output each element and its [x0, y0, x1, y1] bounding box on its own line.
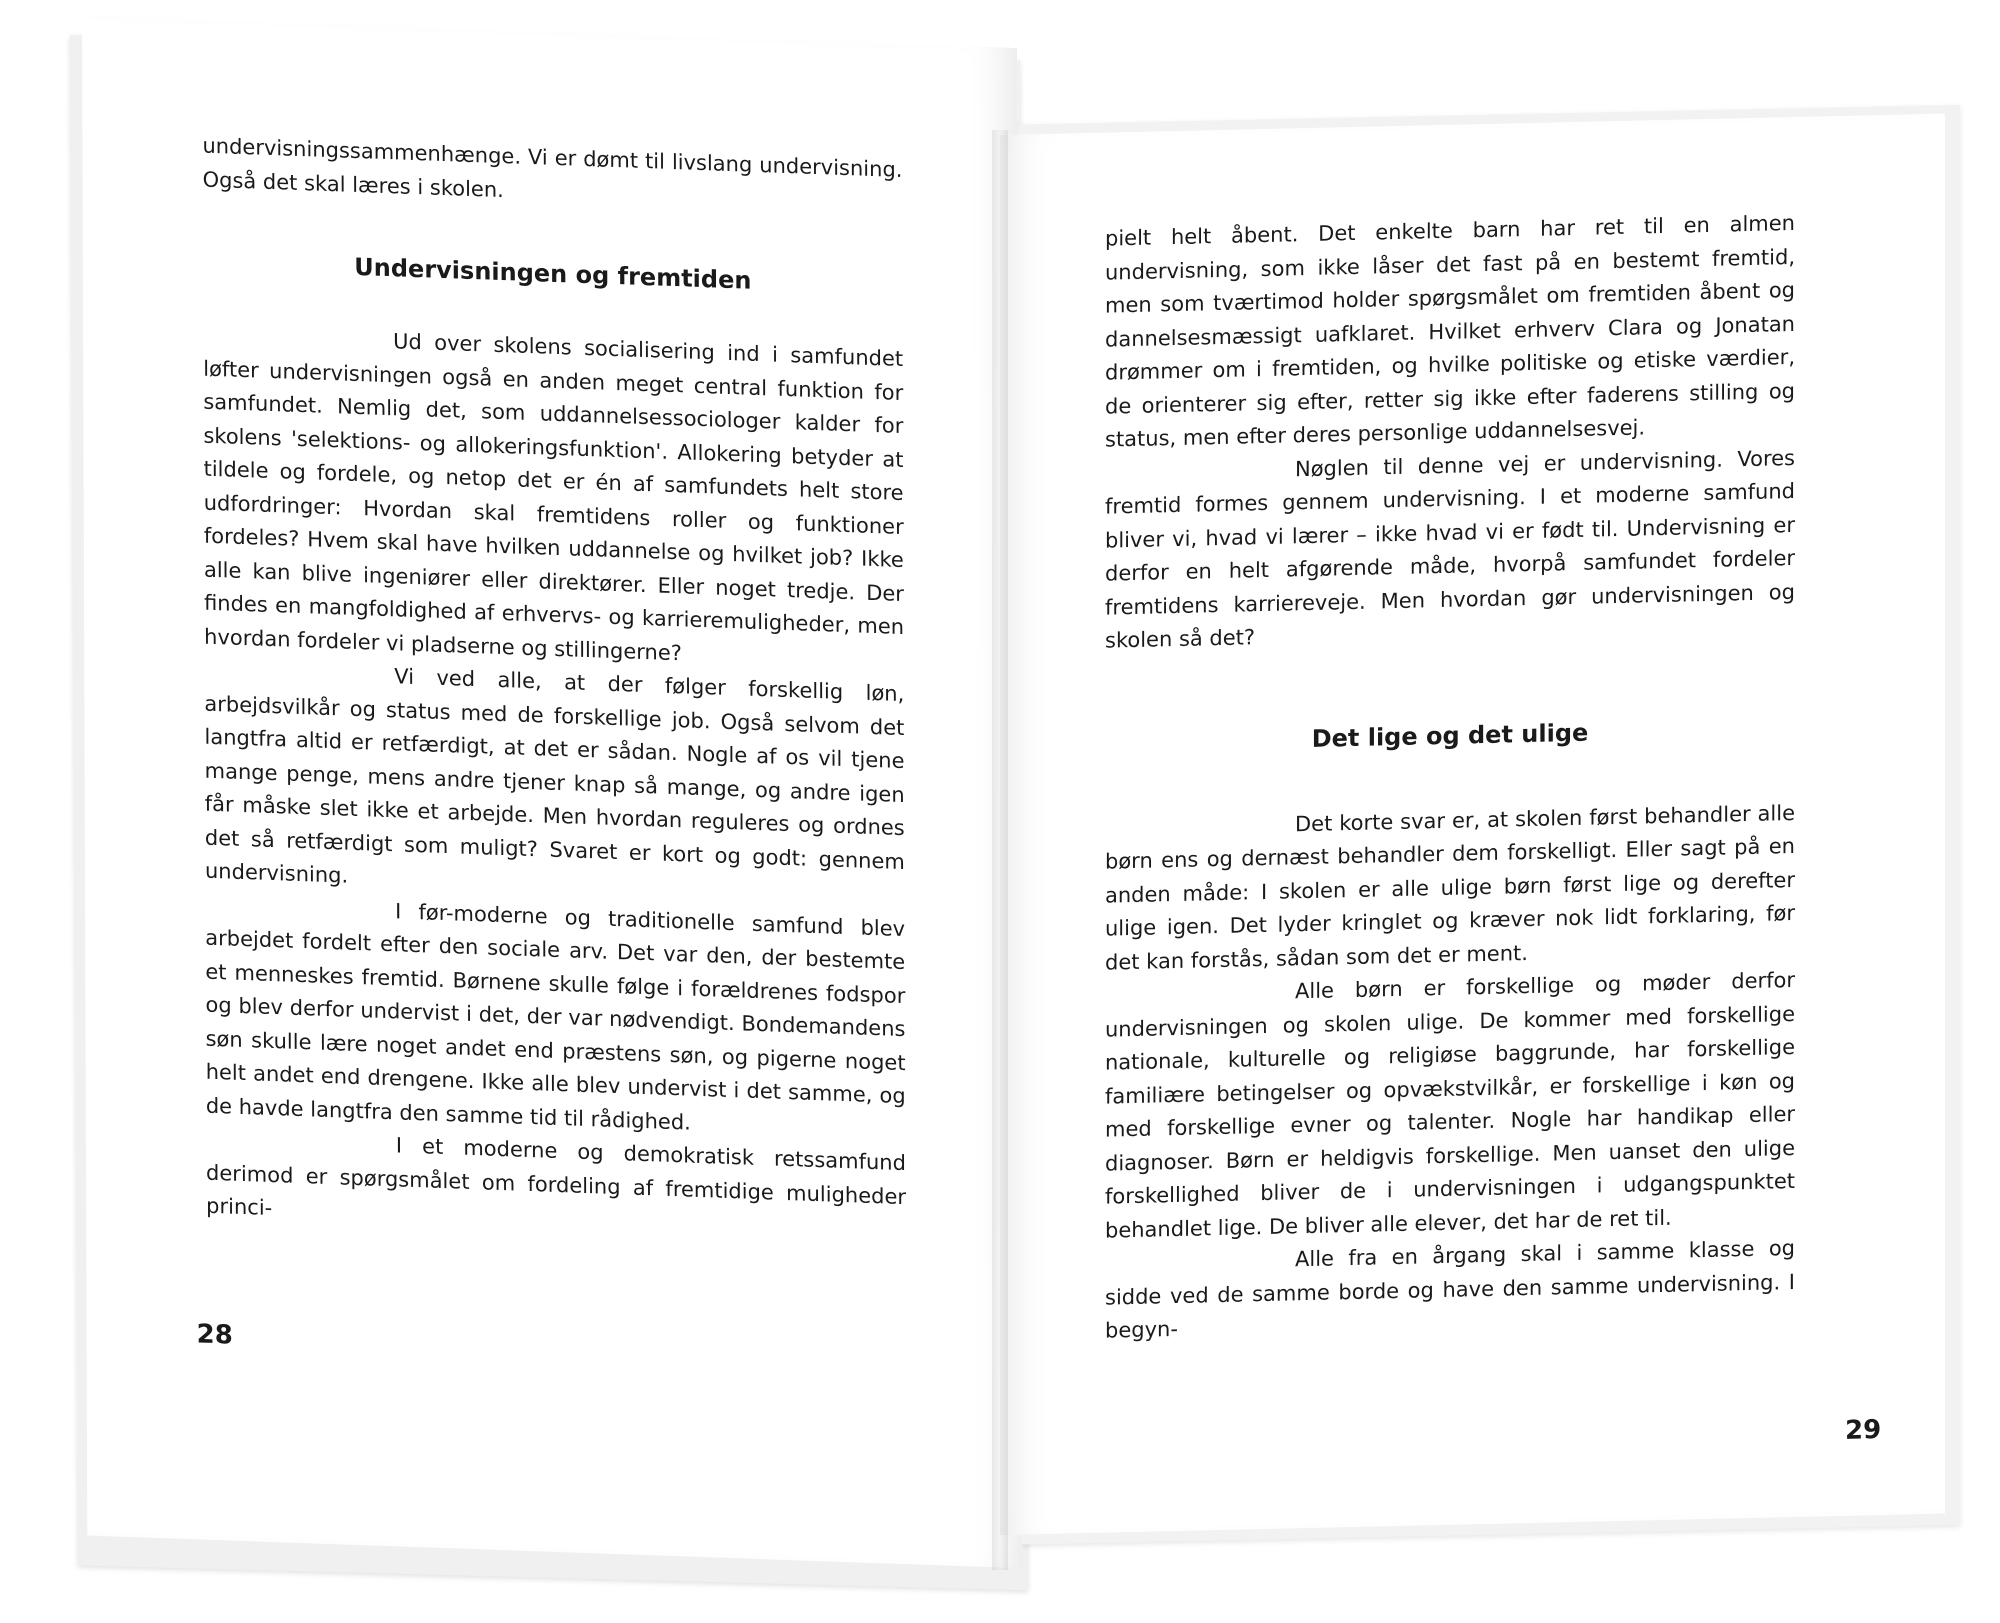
right-section-heading: Det lige og det ulige [1311, 718, 1589, 753]
right-page-number: 29 [1845, 1415, 1882, 1446]
left-paragraph-1: Ud over skolens socialisering ind i samfundet løfter undervisningen også en anden meget central funktion for samfundet. Nemlig det, som uddannelsessociologer kalder for skolens 'selektions- og allokeringsfunktion'. Allokering betyder at tildele og fordele, og netop det er én af samfundets helt store udfordringer: Hvordan skal fremtidens roller og funktioner fordeles? Hvem skal have hvilken uddannelse og hvilket job? Ikke alle kan blive ingeniører eller direktører. Eller noget tredje. Der findes en mangfoldighed af erhvervs- og karrieremuligheder, men hvordan fordeler vi pladserne og stillingerne? [203, 329, 905, 665]
right-page-text [1105, 207, 1795, 1348]
book-spine [992, 130, 1008, 1570]
right-paragraph-top-2: Nøglen til denne vej er undervisning. Vores fremtid formes gennem undervisning. I et moderne samfund bliver vi, hvad vi lærer – ikke hvad vi er født til. Undervisning er derfor en helt afgørende måde, hvorpå samfundet fordeler fremtidens karriereveje. Men hvordan gør undervisningen og skolen så det? [1105, 445, 1795, 653]
left-opening-lines: undervisningssammenhænge. Vi er dømt til livslang undervisning. Også det skal læres i skolen. [202, 133, 903, 202]
left-page-text [202, 130, 906, 1248]
left-paragraph-4: I et moderne og demokratisk retssamfund derimod er spørgsmålet om fordeling af fremtidige muligheder princi- [205, 1133, 907, 1220]
right-paragraph-bottom-2: Alle børn er forskellige og møder derfor undervisningen og skolen ulige. De kommer med forskellige nationale, kulturelle og religiøse baggrunde, har forskellige familiære betingelser og opvækstvilkår, er forskellige i køn og med forskellige evner og talenter. Nogle har handikap eller diagnoser. Børn er heldigvis forskellige. Men uanset den ulige forskellighed bliver de i undervisningen i udgangspunktet behandlet lige. De bliver alle elever, det har de ret til. [1105, 967, 1795, 1243]
right-paragraph-bottom-3: Alle fra en årgang skal i samme klasse og sidde ved de samme borde og have den samme undervisning. I begyn- [1105, 1235, 1795, 1343]
left-page [82, 15, 1022, 1568]
right-paragraph-top-1: pielt helt åbent. Det enkelte barn har ret til en almen undervisning, som ikke låser det fast på en bestemt fremtid, men som tværtimod holder spørgsmålet om fremtiden åbent og dannelsesmæssigt uafklaret. Hvilket erhverv Clara og Jonatan drømmer om i fremtiden, og hvilke politiske og etiske værdier, de orienterer sig efter, retter sig ikke efter faderens stilling og status, men efter deres personlige uddannelsesvej. [1105, 210, 1795, 452]
right-page [1000, 114, 1945, 1535]
left-paragraph-2: Vi ved alle, at der følger forskellig løn, arbejdsvilkår og status med de forskellige job. Også selvom det langtfra altid er retfærdigt, at det er sådan. Nogle af os vil tjene mange penge, mens andre tjener knap så mange, og andre igen får måske slet ikke et arbejde. Men hvordan reguleres og ordnes det så retfærdigt som muligt? Svaret er kort og godt: gennem undervisning. [204, 664, 905, 888]
right-paragraph-bottom-1: Det korte svar er, at skolen først behandler alle børn ens og dernæst behandler dem forskelligt. Eller sagt på en anden måde: I skolen er alle ulige børn først lige og derefter ulige igen. Det lyder kringlet og kræver nok lidt forklaring, før det kan forstås, sådan som det er ment. [1105, 800, 1795, 975]
left-paragraph-3: I før-moderne og traditionelle samfund blev arbejdet fordelt efter den sociale arv. Det var den, der bestemte et menneskes fremtid. Børnene skulle følge i forældrenes fodspor og blev derfor undervist i det, der var nødvendigt. Bondemandens søn skulle lære noget andet end præstens søn, og pigerne noget helt andet end drengene. Ikke alle blev undervist i det samme, og de havde langtfra den samme tid til rådighed. [205, 898, 906, 1135]
left-section-heading: Undervisningen og fremtiden [354, 252, 752, 295]
left-page-number: 28 [196, 1319, 233, 1351]
